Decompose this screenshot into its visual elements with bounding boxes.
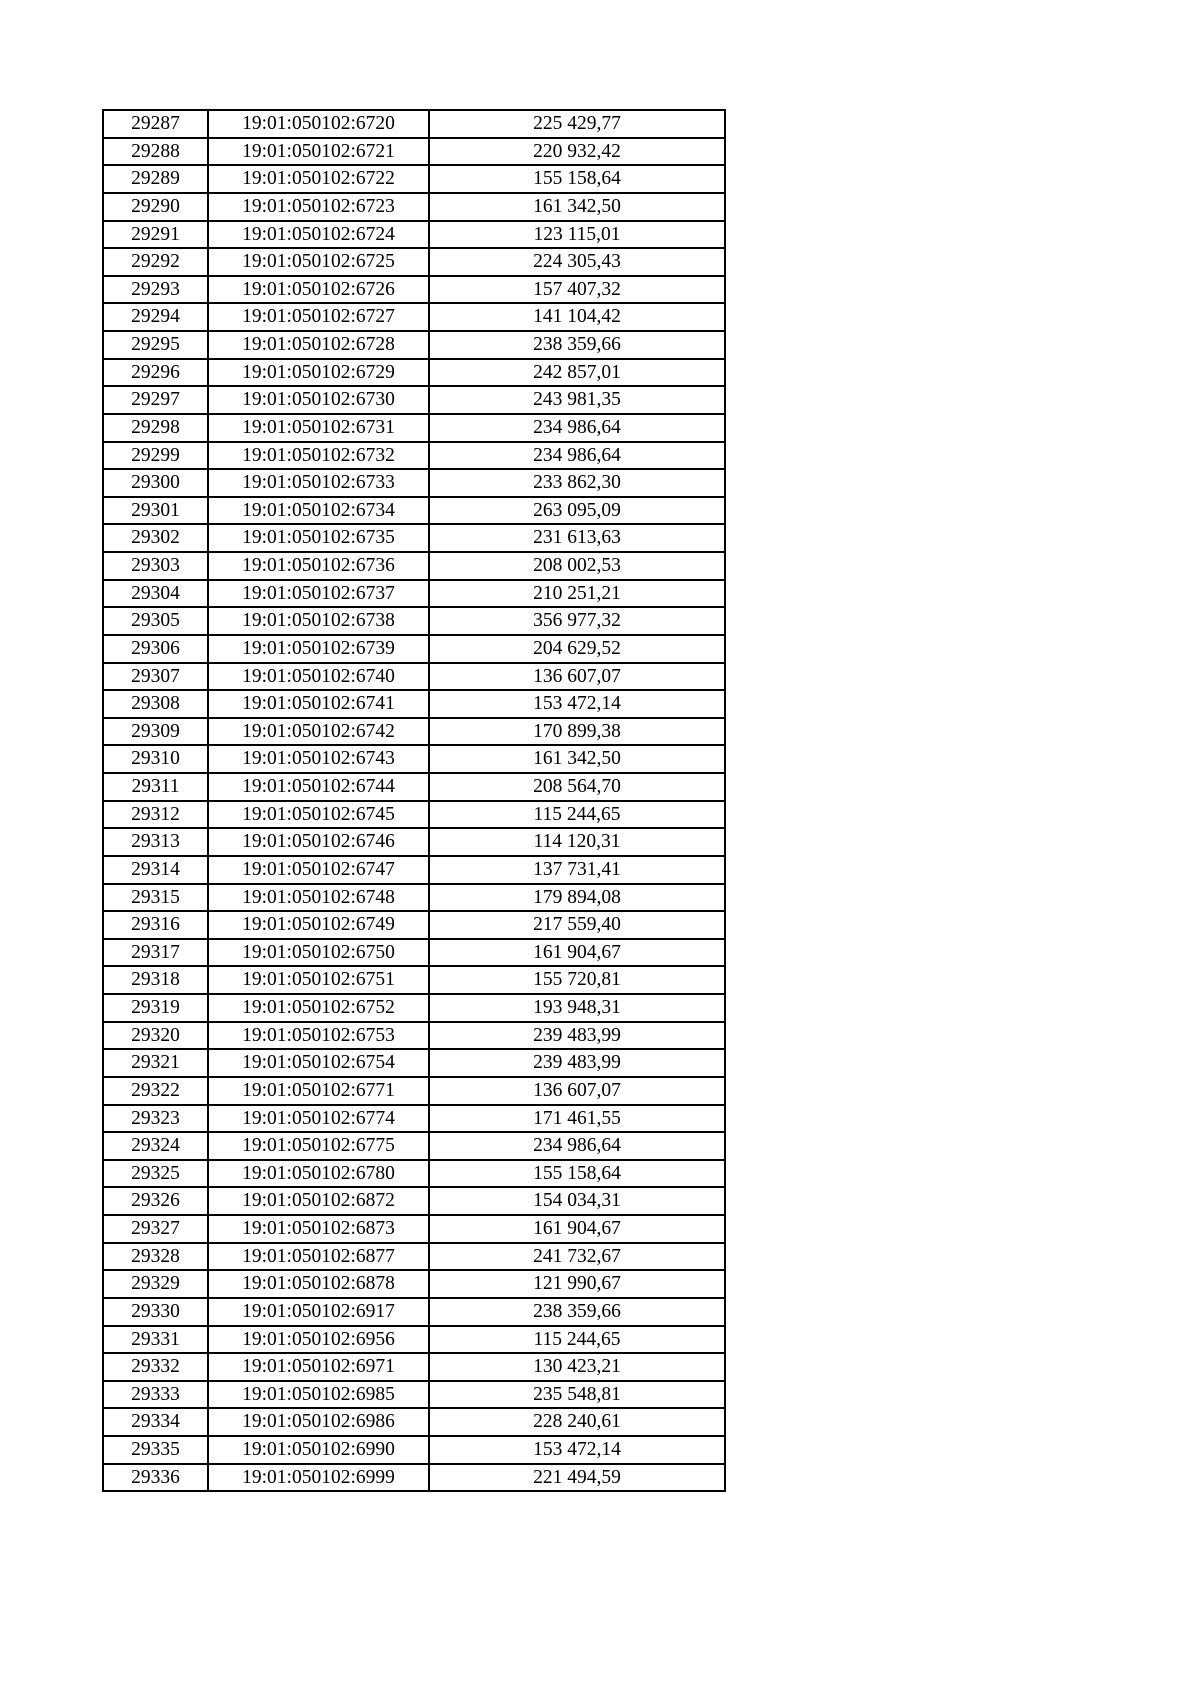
- cadastral-number-cell: 19:01:050102:6738: [208, 607, 429, 635]
- value-cell: 234 986,64: [429, 414, 725, 442]
- value-cell: 136 607,07: [429, 663, 725, 691]
- table-row: [103, 138, 725, 166]
- cadastral-number-cell: 19:01:050102:6723: [208, 193, 429, 221]
- cadastral-number-cell: 19:01:050102:6999: [208, 1464, 429, 1492]
- value-cell: 231 613,63: [429, 524, 725, 552]
- value-cell: 170 899,38: [429, 718, 725, 746]
- value-cell: 221 494,59: [429, 1464, 725, 1492]
- cadastral-number-cell: 19:01:050102:6774: [208, 1105, 429, 1133]
- value-cell: 208 564,70: [429, 773, 725, 801]
- cadastral-number-cell: 19:01:050102:6878: [208, 1270, 429, 1298]
- table-row: [103, 1464, 725, 1492]
- row-number-cell: 29293: [103, 276, 208, 304]
- row-number-cell: 29318: [103, 966, 208, 994]
- cadastral-number-cell: 19:01:050102:6733: [208, 469, 429, 497]
- row-number-cell: 29296: [103, 359, 208, 387]
- table-row: [103, 110, 725, 138]
- table-row: [103, 1187, 725, 1215]
- table-row: [103, 303, 725, 331]
- table-row: [103, 469, 725, 497]
- row-number-cell: 29309: [103, 718, 208, 746]
- row-number-cell: 29306: [103, 635, 208, 663]
- row-number-cell: 29301: [103, 497, 208, 525]
- cadastral-number-cell: 19:01:050102:6971: [208, 1353, 429, 1381]
- cadastral-number-cell: 19:01:050102:6720: [208, 110, 429, 138]
- table-row: [103, 718, 725, 746]
- table-row: [103, 1353, 725, 1381]
- row-number-cell: 29290: [103, 193, 208, 221]
- table-row: [103, 386, 725, 414]
- row-number-cell: 29313: [103, 828, 208, 856]
- cadastral-number-cell: 19:01:050102:6727: [208, 303, 429, 331]
- cadastral-number-cell: 19:01:050102:6741: [208, 690, 429, 718]
- table-row: [103, 663, 725, 691]
- cadastral-number-cell: 19:01:050102:6729: [208, 359, 429, 387]
- cadastral-number-cell: 19:01:050102:6917: [208, 1298, 429, 1326]
- row-number-cell: 29298: [103, 414, 208, 442]
- table-row: [103, 1132, 725, 1160]
- cadastral-number-cell: 19:01:050102:6728: [208, 331, 429, 359]
- table-row: [103, 165, 725, 193]
- row-number-cell: 29325: [103, 1160, 208, 1188]
- value-cell: 141 104,42: [429, 303, 725, 331]
- value-cell: 208 002,53: [429, 552, 725, 580]
- row-number-cell: 29302: [103, 524, 208, 552]
- row-number-cell: 29288: [103, 138, 208, 166]
- row-number-cell: 29326: [103, 1187, 208, 1215]
- table-row: [103, 607, 725, 635]
- value-cell: 161 342,50: [429, 745, 725, 773]
- row-number-cell: 29333: [103, 1381, 208, 1409]
- value-cell: 204 629,52: [429, 635, 725, 663]
- row-number-cell: 29328: [103, 1243, 208, 1271]
- value-cell: 161 904,67: [429, 939, 725, 967]
- cadastral-number-cell: 19:01:050102:6873: [208, 1215, 429, 1243]
- table-row: [103, 690, 725, 718]
- value-cell: 263 095,09: [429, 497, 725, 525]
- row-number-cell: 29322: [103, 1077, 208, 1105]
- row-number-cell: 29291: [103, 221, 208, 249]
- table-row: [103, 276, 725, 304]
- cadastral-number-cell: 19:01:050102:6752: [208, 994, 429, 1022]
- cadastral-number-cell: 19:01:050102:6749: [208, 911, 429, 939]
- table-row: [103, 966, 725, 994]
- table-row: [103, 911, 725, 939]
- table-row: [103, 193, 725, 221]
- value-cell: 210 251,21: [429, 580, 725, 608]
- table-row: [103, 1160, 725, 1188]
- cadastral-number-cell: 19:01:050102:6722: [208, 165, 429, 193]
- cadastral-number-cell: 19:01:050102:6721: [208, 138, 429, 166]
- row-number-cell: 29294: [103, 303, 208, 331]
- value-cell: 115 244,65: [429, 1326, 725, 1354]
- value-cell: 155 158,64: [429, 1160, 725, 1188]
- cadastral-number-cell: 19:01:050102:6743: [208, 745, 429, 773]
- row-number-cell: 29307: [103, 663, 208, 691]
- value-cell: 179 894,08: [429, 884, 725, 912]
- value-cell: 233 862,30: [429, 469, 725, 497]
- table-row: [103, 1326, 725, 1354]
- value-cell: 153 472,14: [429, 690, 725, 718]
- cadastral-number-cell: 19:01:050102:6771: [208, 1077, 429, 1105]
- value-cell: 155 158,64: [429, 165, 725, 193]
- cadastral-number-cell: 19:01:050102:6742: [208, 718, 429, 746]
- cadastral-number-cell: 19:01:050102:6990: [208, 1436, 429, 1464]
- row-number-cell: 29304: [103, 580, 208, 608]
- table-row: [103, 1381, 725, 1409]
- table-body: [103, 110, 725, 1491]
- value-cell: 137 731,41: [429, 856, 725, 884]
- value-cell: 225 429,77: [429, 110, 725, 138]
- value-cell: 130 423,21: [429, 1353, 725, 1381]
- cadastral-number-cell: 19:01:050102:6745: [208, 801, 429, 829]
- cadastral-number-cell: 19:01:050102:6737: [208, 580, 429, 608]
- cadastral-number-cell: 19:01:050102:6726: [208, 276, 429, 304]
- row-number-cell: 29317: [103, 939, 208, 967]
- value-cell: 171 461,55: [429, 1105, 725, 1133]
- table-row: [103, 1270, 725, 1298]
- cadastral-value-table: [102, 109, 726, 1492]
- value-cell: 234 986,64: [429, 1132, 725, 1160]
- value-cell: 238 359,66: [429, 1298, 725, 1326]
- cadastral-number-cell: 19:01:050102:6746: [208, 828, 429, 856]
- row-number-cell: 29331: [103, 1326, 208, 1354]
- row-number-cell: 29299: [103, 442, 208, 470]
- row-number-cell: 29324: [103, 1132, 208, 1160]
- table-row: [103, 1436, 725, 1464]
- row-number-cell: 29327: [103, 1215, 208, 1243]
- table-row: [103, 524, 725, 552]
- cadastral-number-cell: 19:01:050102:6747: [208, 856, 429, 884]
- table-row: [103, 856, 725, 884]
- value-cell: 121 990,67: [429, 1270, 725, 1298]
- table-row: [103, 884, 725, 912]
- value-cell: 234 986,64: [429, 442, 725, 470]
- row-number-cell: 29315: [103, 884, 208, 912]
- row-number-cell: 29336: [103, 1464, 208, 1492]
- row-number-cell: 29289: [103, 165, 208, 193]
- table-row: [103, 828, 725, 856]
- table-row: [103, 552, 725, 580]
- row-number-cell: 29316: [103, 911, 208, 939]
- cadastral-number-cell: 19:01:050102:6744: [208, 773, 429, 801]
- row-number-cell: 29308: [103, 690, 208, 718]
- table-row: [103, 1298, 725, 1326]
- table-row: [103, 1408, 725, 1436]
- value-cell: 356 977,32: [429, 607, 725, 635]
- row-number-cell: 29300: [103, 469, 208, 497]
- value-cell: 241 732,67: [429, 1243, 725, 1271]
- cadastral-number-cell: 19:01:050102:6877: [208, 1243, 429, 1271]
- row-number-cell: 29305: [103, 607, 208, 635]
- table-row: [103, 773, 725, 801]
- cadastral-number-cell: 19:01:050102:6872: [208, 1187, 429, 1215]
- cadastral-number-cell: 19:01:050102:6775: [208, 1132, 429, 1160]
- value-cell: 235 548,81: [429, 1381, 725, 1409]
- value-cell: 123 115,01: [429, 221, 725, 249]
- value-cell: 114 120,31: [429, 828, 725, 856]
- table-row: [103, 801, 725, 829]
- value-cell: 154 034,31: [429, 1187, 725, 1215]
- cadastral-number-cell: 19:01:050102:6736: [208, 552, 429, 580]
- row-number-cell: 29292: [103, 248, 208, 276]
- cadastral-number-cell: 19:01:050102:6751: [208, 966, 429, 994]
- cadastral-number-cell: 19:01:050102:6732: [208, 442, 429, 470]
- value-cell: 217 559,40: [429, 911, 725, 939]
- row-number-cell: 29295: [103, 331, 208, 359]
- row-number-cell: 29314: [103, 856, 208, 884]
- value-cell: 155 720,81: [429, 966, 725, 994]
- table-row: [103, 1105, 725, 1133]
- cadastral-number-cell: 19:01:050102:6740: [208, 663, 429, 691]
- value-cell: 220 932,42: [429, 138, 725, 166]
- value-cell: 153 472,14: [429, 1436, 725, 1464]
- row-number-cell: 29319: [103, 994, 208, 1022]
- row-number-cell: 29321: [103, 1049, 208, 1077]
- value-cell: 136 607,07: [429, 1077, 725, 1105]
- row-number-cell: 29311: [103, 773, 208, 801]
- table-row: [103, 1243, 725, 1271]
- table-row: [103, 580, 725, 608]
- cadastral-number-cell: 19:01:050102:6753: [208, 1022, 429, 1050]
- table-row: [103, 442, 725, 470]
- cadastral-number-cell: 19:01:050102:6748: [208, 884, 429, 912]
- cadastral-number-cell: 19:01:050102:6985: [208, 1381, 429, 1409]
- value-cell: 193 948,31: [429, 994, 725, 1022]
- value-cell: 224 305,43: [429, 248, 725, 276]
- value-cell: 161 904,67: [429, 1215, 725, 1243]
- value-cell: 157 407,32: [429, 276, 725, 304]
- table-row: [103, 1022, 725, 1050]
- value-cell: 115 244,65: [429, 801, 725, 829]
- table-row: [103, 1077, 725, 1105]
- cadastral-number-cell: 19:01:050102:6750: [208, 939, 429, 967]
- cadastral-number-cell: 19:01:050102:6735: [208, 524, 429, 552]
- value-cell: 228 240,61: [429, 1408, 725, 1436]
- table-row: [103, 497, 725, 525]
- row-number-cell: 29329: [103, 1270, 208, 1298]
- cadastral-number-cell: 19:01:050102:6739: [208, 635, 429, 663]
- table-row: [103, 221, 725, 249]
- value-cell: 239 483,99: [429, 1049, 725, 1077]
- table-row: [103, 745, 725, 773]
- table-row: [103, 1215, 725, 1243]
- table-row: [103, 248, 725, 276]
- row-number-cell: 29312: [103, 801, 208, 829]
- row-number-cell: 29335: [103, 1436, 208, 1464]
- row-number-cell: 29334: [103, 1408, 208, 1436]
- cadastral-number-cell: 19:01:050102:6754: [208, 1049, 429, 1077]
- value-cell: 238 359,66: [429, 331, 725, 359]
- cadastral-number-cell: 19:01:050102:6730: [208, 386, 429, 414]
- cadastral-number-cell: 19:01:050102:6986: [208, 1408, 429, 1436]
- value-cell: 243 981,35: [429, 386, 725, 414]
- table-row: [103, 331, 725, 359]
- cadastral-number-cell: 19:01:050102:6731: [208, 414, 429, 442]
- row-number-cell: 29310: [103, 745, 208, 773]
- table-row: [103, 939, 725, 967]
- value-cell: 242 857,01: [429, 359, 725, 387]
- row-number-cell: 29330: [103, 1298, 208, 1326]
- cadastral-number-cell: 19:01:050102:6780: [208, 1160, 429, 1188]
- cadastral-number-cell: 19:01:050102:6724: [208, 221, 429, 249]
- cadastral-number-cell: 19:01:050102:6956: [208, 1326, 429, 1354]
- row-number-cell: 29320: [103, 1022, 208, 1050]
- row-number-cell: 29323: [103, 1105, 208, 1133]
- table-row: [103, 635, 725, 663]
- value-cell: 161 342,50: [429, 193, 725, 221]
- row-number-cell: 29303: [103, 552, 208, 580]
- cadastral-number-cell: 19:01:050102:6725: [208, 248, 429, 276]
- row-number-cell: 29332: [103, 1353, 208, 1381]
- table-row: [103, 414, 725, 442]
- value-cell: 239 483,99: [429, 1022, 725, 1050]
- table-row: [103, 994, 725, 1022]
- table-row: [103, 1049, 725, 1077]
- row-number-cell: 29297: [103, 386, 208, 414]
- row-number-cell: 29287: [103, 110, 208, 138]
- cadastral-number-cell: 19:01:050102:6734: [208, 497, 429, 525]
- table-row: [103, 359, 725, 387]
